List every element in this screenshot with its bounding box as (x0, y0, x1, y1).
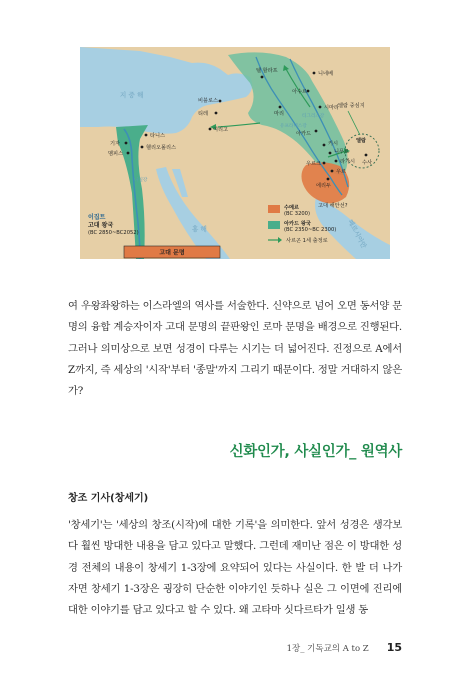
page-number: 15 (386, 641, 402, 654)
egypt-kingdom: 고대 왕국 (88, 222, 114, 229)
page-footer (287, 641, 402, 654)
city-dot-byblos (219, 100, 222, 103)
label-tigris: 티그리스강 (302, 114, 325, 119)
label-ur: 우르 (336, 169, 347, 175)
legend-route-name: 사르곤 1세 출정로 (286, 238, 328, 244)
city-dot-tyre (215, 112, 218, 115)
legend-sumer-period: (BC 3200) (284, 211, 310, 217)
label-nineveh: 니네베 (318, 71, 334, 77)
label-memphis: 멤피스 (108, 151, 124, 157)
label-mari: 마리 (274, 111, 285, 117)
city-dot-kish (323, 144, 326, 147)
city-dot-akkad (315, 130, 318, 133)
label-ancient-coastline: 고대 해안선? (318, 203, 348, 209)
city-dot-ur (331, 170, 334, 173)
label-elam: 엘람 (356, 138, 367, 144)
label-eridu: 에리두 (316, 183, 332, 189)
city-dot-susa (365, 154, 368, 157)
city-dot-nippur (329, 152, 332, 155)
city-dot-heliopolis (141, 146, 144, 149)
legend-akkad-period: (BC 2350~BC 2300) (284, 227, 337, 233)
label-assur: 아수르 (292, 89, 308, 95)
legend-akkad-name: 아카드 왕국 (284, 221, 311, 227)
label-tyre: 티레 (198, 111, 209, 117)
label-red-sea: 홍 해 (192, 225, 207, 233)
label-mediterranean: 지 중 해 (120, 91, 144, 99)
legend-sumer-name: 수메르 (284, 205, 300, 211)
label-tanis: 타니스 (150, 133, 166, 139)
city-dot-nineveh (313, 72, 316, 75)
city-dot-memphis (127, 152, 130, 155)
city-dot-uruk (323, 162, 326, 165)
map-caption: 고대 문명 (159, 249, 185, 257)
body-paragraph: '창세기'는 '세상의 창조(시작)에 대한 기록'을 의미한다. 앞서 성경은 생각보다 훨씬 방대한 내용을 담고 있다고 말했다. 그런데 재미난 점은 이 방대한 성경 전체의 내용이 창세기 1-3장에 요약되어 있다는 사실이다. 한 발 더 나가자면 창세기 1-3장은 굉장히 단순한 이야기인 듯하나 실은 그 이면에 진리에 대한 이야기를 담고 있다고 할 수 있다. 왜 고타마 싯다르타가 일생 동 (68, 519, 402, 617)
city-dot-tell-halaf (261, 76, 264, 79)
city-dot-tanis (145, 134, 148, 137)
sub-heading: 창조 기사(창세기) (68, 493, 149, 504)
label-giza: 기자 (110, 141, 121, 147)
label-nippur: 니푸르 (334, 149, 350, 155)
ancient-civilizations-map (80, 47, 390, 259)
city-dot-jericho (209, 128, 212, 131)
label-heliopolis: 헬리오폴리스 (146, 145, 177, 151)
city-dot-eridu (327, 178, 330, 181)
map-canvas (80, 47, 390, 259)
label-akkad: 아카드 (296, 131, 312, 137)
city-dot-mari (279, 106, 282, 109)
label-susa: 수사 (362, 160, 373, 166)
label-uruk: 우르크 (306, 161, 322, 167)
city-dot-lagash (335, 160, 338, 163)
label-kish: 키시 (328, 141, 339, 147)
legend-swatch-sumer (268, 205, 280, 213)
label-tell-halaf: 텔 할라프 (256, 68, 278, 74)
label-euphrates: 유프라테스강 (280, 124, 307, 129)
label-jericho: 여리고 (213, 127, 229, 133)
intro-paragraph: 여 우왕좌왕하는 이스라엘의 역사를 서술한다. 신약으로 넘어 오면 동서양 문명의 융합 계승자이자 고대 문명의 끝판왕인 로마 문명을 배경으로 진행된다. 그러나 의미상으로 보면 성경이 다루는 시기는 더 넓어진다. 진정으로 A에서 Z까지, 즉 세상의 '시작'부터 '종말'까지 그리기 때문이다. 정말 거대하지 않은가? (68, 300, 402, 398)
egypt-period: (BC 2850~BC2052) (88, 230, 139, 236)
section-title: 신화인가, 사실인가_ 원역사 (229, 444, 402, 460)
label-persian-gulf: 페르시아만 (346, 218, 369, 250)
label-elam-center: 엘람 중심지 (338, 103, 365, 109)
egypt-name: 이집트 (88, 214, 106, 221)
label-nile: 나일강 (134, 178, 148, 183)
footer-chapter: 1장_ 기독교의 A to Z (286, 644, 369, 654)
label-shimatra: 시마라 (324, 105, 340, 111)
label-lagash: 라가시 (340, 159, 356, 165)
city-dot-shimatra (319, 106, 322, 109)
label-byblos: 비블로스 (198, 98, 219, 104)
legend-swatch-akkad (268, 221, 280, 229)
city-dot-giza (125, 142, 128, 145)
